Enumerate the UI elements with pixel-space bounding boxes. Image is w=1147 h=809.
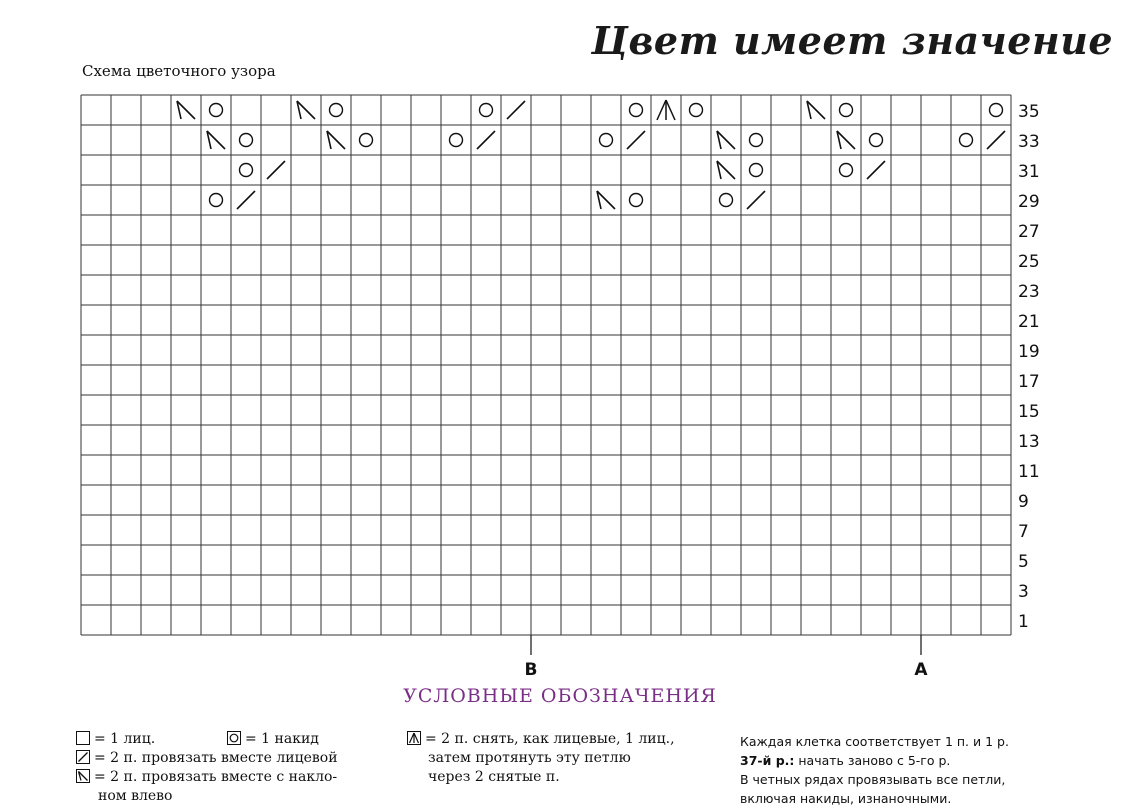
- legend-k2tog-right-text: = 2 п. провязать вместе лицевой: [94, 750, 338, 766]
- legend-double-line3: через 2 снятые п.: [428, 769, 560, 785]
- double-decrease-mark: [666, 100, 675, 120]
- row-label: 9: [1018, 492, 1029, 512]
- yarn-over-mark: [330, 104, 343, 117]
- double-decrease-mark: [657, 100, 666, 120]
- note-row37-text: начать заново с 5-го р.: [794, 753, 951, 768]
- yarn-over-mark: [870, 134, 883, 147]
- page-title: Цвет имеет значение: [591, 18, 1113, 63]
- row-label: 23: [1018, 282, 1040, 302]
- row-label: 21: [1018, 312, 1040, 332]
- note-line-1: Каждая клетка соответствует 1 п. и 1 р.: [740, 734, 1009, 749]
- k2tog-right-mark: [867, 161, 885, 179]
- row-label: 11: [1018, 462, 1040, 482]
- yarn-over-mark: [240, 134, 253, 147]
- row-label: 5: [1018, 552, 1029, 572]
- row-label: 3: [1018, 582, 1029, 602]
- row-label: 27: [1018, 222, 1040, 242]
- k2tog-right-mark: [507, 101, 525, 119]
- yarn-over-mark: [960, 134, 973, 147]
- row-label: 31: [1018, 162, 1040, 182]
- row-label: 13: [1018, 432, 1040, 452]
- double-decrease-symbol-icon: [407, 731, 421, 745]
- row-label: 1: [1018, 612, 1029, 632]
- yarn-over-mark: [210, 104, 223, 117]
- yarn-over-symbol-icon: [227, 731, 241, 745]
- chart-subtitle: Схема цветочного узора: [82, 62, 276, 80]
- legend-double-line2: затем протянуть эту петлю: [428, 750, 631, 766]
- row-label: 19: [1018, 342, 1040, 362]
- legend-heading: УСЛОВНЫЕ ОБОЗНАЧЕНИЯ: [403, 685, 717, 707]
- k2tog-right-mark: [477, 131, 495, 149]
- row-label: 15: [1018, 402, 1040, 422]
- k2tog-right-mark: [987, 131, 1005, 149]
- notes-block: [740, 732, 1009, 808]
- yarn-over-mark: [450, 134, 463, 147]
- note-line-2: [740, 751, 1009, 770]
- repeat-marker-label: В: [524, 660, 538, 680]
- legend-k2tog-left-cont: ном влево: [98, 788, 173, 804]
- yarn-over-mark: [750, 134, 763, 147]
- yarn-over-mark: [360, 134, 373, 147]
- row-label: 7: [1018, 522, 1029, 542]
- legend-yarn-over: [227, 730, 319, 749]
- legend-double-decrease: [407, 730, 675, 749]
- yarn-over-mark: [480, 104, 493, 117]
- k2tog-left-symbol-icon: [76, 769, 90, 783]
- legend-k2tog-left-text: = 2 п. провязать вместе с накло-: [94, 769, 338, 785]
- yarn-over-mark: [990, 104, 1003, 117]
- legend-double-text: = 2 п. снять, как лицевые, 1 лиц.,: [425, 731, 675, 747]
- row-label: 35: [1018, 102, 1040, 122]
- k2tog-right-symbol-icon: [76, 750, 90, 764]
- yarn-over-mark: [630, 194, 643, 207]
- note-row37-label: 37-й р.:: [740, 753, 795, 768]
- note-line-4: включая накиды, изнаночными.: [740, 791, 952, 806]
- legend-yarn-over-text: = 1 накид: [245, 731, 319, 747]
- row-label: 33: [1018, 132, 1040, 152]
- row-label: 25: [1018, 252, 1040, 272]
- yarn-over-mark: [210, 194, 223, 207]
- k2tog-right-mark: [747, 191, 765, 209]
- yarn-over-mark: [720, 194, 733, 207]
- yarn-over-mark: [630, 104, 643, 117]
- yarn-over-mark: [600, 134, 613, 147]
- row-label: 29: [1018, 192, 1040, 212]
- repeat-marker-label: А: [914, 660, 928, 680]
- yarn-over-mark: [690, 104, 703, 117]
- note-line-3: В четных рядах провязывать все петли,: [740, 772, 1006, 787]
- legend-knit-text: = 1 лиц.: [94, 731, 156, 747]
- k2tog-right-mark: [267, 161, 285, 179]
- legend-k2tog-left: [76, 768, 337, 787]
- yarn-over-mark: [840, 104, 853, 117]
- legend-k2tog-right: [76, 749, 338, 768]
- yarn-over-mark: [840, 164, 853, 177]
- knit-symbol-icon: [76, 731, 90, 745]
- legend-knit: [76, 730, 155, 749]
- k2tog-right-mark: [237, 191, 255, 209]
- row-label: 17: [1018, 372, 1040, 392]
- yarn-over-mark: [750, 164, 763, 177]
- yarn-over-mark: [240, 164, 253, 177]
- k2tog-right-mark: [627, 131, 645, 149]
